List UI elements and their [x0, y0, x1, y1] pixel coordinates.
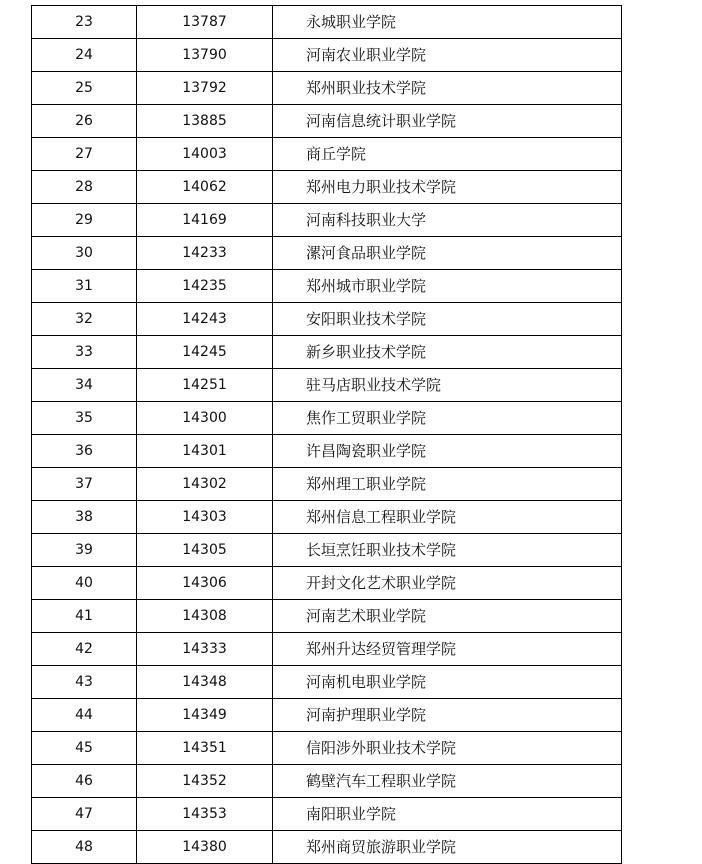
- table-row: [32, 633, 622, 666]
- row-seq-cell: 32: [32, 303, 137, 336]
- table-body: [32, 6, 622, 864]
- row-code-cell: 14351: [137, 732, 273, 765]
- row-code-cell: 14233: [137, 237, 273, 270]
- row-school-name-cell: 郑州电力职业技术学院: [273, 171, 622, 204]
- row-school-name-cell: 信阳涉外职业技术学院: [273, 732, 622, 765]
- row-school-name-cell: 郑州城市职业学院: [273, 270, 622, 303]
- table-row: [32, 171, 622, 204]
- row-school-name-cell: 南阳职业学院: [273, 798, 622, 831]
- row-code-cell: 14308: [137, 600, 273, 633]
- table-row: [32, 534, 622, 567]
- row-school-name-cell: 河南护理职业学院: [273, 699, 622, 732]
- table-row: [32, 567, 622, 600]
- row-seq-cell: 39: [32, 534, 137, 567]
- row-seq-cell: 23: [32, 6, 137, 39]
- table-row: [32, 336, 622, 369]
- row-school-name-cell: 郑州理工职业学院: [273, 468, 622, 501]
- row-code-cell: 14333: [137, 633, 273, 666]
- table-row: [32, 39, 622, 72]
- row-school-name-cell: 郑州升达经贸管理学院: [273, 633, 622, 666]
- row-code-cell: 13790: [137, 39, 273, 72]
- row-seq-cell: 38: [32, 501, 137, 534]
- table-row: [32, 699, 622, 732]
- row-seq-cell: 41: [32, 600, 137, 633]
- row-code-cell: 14302: [137, 468, 273, 501]
- row-code-cell: 13787: [137, 6, 273, 39]
- row-school-name-cell: 郑州商贸旅游职业学院: [273, 831, 622, 864]
- row-school-name-cell: 长垣烹饪职业技术学院: [273, 534, 622, 567]
- row-seq-cell: 48: [32, 831, 137, 864]
- table-row: [32, 600, 622, 633]
- row-code-cell: 14003: [137, 138, 273, 171]
- table-row: [32, 369, 622, 402]
- row-code-cell: 14349: [137, 699, 273, 732]
- row-code-cell: 14305: [137, 534, 273, 567]
- table-row: [32, 798, 622, 831]
- table-row: [32, 303, 622, 336]
- row-seq-cell: 34: [32, 369, 137, 402]
- row-school-name-cell: 永城职业学院: [273, 6, 622, 39]
- row-seq-cell: 31: [32, 270, 137, 303]
- table-row: [32, 468, 622, 501]
- row-code-cell: 13885: [137, 105, 273, 138]
- row-code-cell: 14300: [137, 402, 273, 435]
- table-row: [32, 6, 622, 39]
- school-table: [31, 5, 622, 864]
- row-seq-cell: 35: [32, 402, 137, 435]
- row-school-name-cell: 河南信息统计职业学院: [273, 105, 622, 138]
- table-row: [32, 105, 622, 138]
- row-seq-cell: 43: [32, 666, 137, 699]
- row-code-cell: 14251: [137, 369, 273, 402]
- row-school-name-cell: 鹤壁汽车工程职业学院: [273, 765, 622, 798]
- row-seq-cell: 40: [32, 567, 137, 600]
- row-code-cell: 14235: [137, 270, 273, 303]
- row-code-cell: 14303: [137, 501, 273, 534]
- table-row: [32, 666, 622, 699]
- row-school-name-cell: 漯河食品职业学院: [273, 237, 622, 270]
- table-row: [32, 435, 622, 468]
- table-row: [32, 732, 622, 765]
- row-code-cell: 14352: [137, 765, 273, 798]
- table-row: [32, 831, 622, 864]
- row-seq-cell: 26: [32, 105, 137, 138]
- table-row: [32, 270, 622, 303]
- row-seq-cell: 30: [32, 237, 137, 270]
- row-seq-cell: 27: [32, 138, 137, 171]
- table-row: [32, 204, 622, 237]
- table-row: [32, 501, 622, 534]
- row-code-cell: 14243: [137, 303, 273, 336]
- table-row: [32, 765, 622, 798]
- row-seq-cell: 46: [32, 765, 137, 798]
- row-school-name-cell: 河南艺术职业学院: [273, 600, 622, 633]
- row-code-cell: 14306: [137, 567, 273, 600]
- table-row: [32, 402, 622, 435]
- row-school-name-cell: 商丘学院: [273, 138, 622, 171]
- row-seq-cell: 25: [32, 72, 137, 105]
- row-seq-cell: 28: [32, 171, 137, 204]
- row-code-cell: 14062: [137, 171, 273, 204]
- row-school-name-cell: 河南机电职业学院: [273, 666, 622, 699]
- table-row: [32, 72, 622, 105]
- row-school-name-cell: 新乡职业技术学院: [273, 336, 622, 369]
- row-seq-cell: 44: [32, 699, 137, 732]
- row-code-cell: 14301: [137, 435, 273, 468]
- row-school-name-cell: 郑州职业技术学院: [273, 72, 622, 105]
- row-seq-cell: 45: [32, 732, 137, 765]
- row-school-name-cell: 焦作工贸职业学院: [273, 402, 622, 435]
- row-code-cell: 13792: [137, 72, 273, 105]
- table-row: [32, 138, 622, 171]
- row-school-name-cell: 许昌陶瓷职业学院: [273, 435, 622, 468]
- row-school-name-cell: 河南科技职业大学: [273, 204, 622, 237]
- row-school-name-cell: 郑州信息工程职业学院: [273, 501, 622, 534]
- row-seq-cell: 47: [32, 798, 137, 831]
- table-row: [32, 237, 622, 270]
- row-seq-cell: 37: [32, 468, 137, 501]
- row-code-cell: 14245: [137, 336, 273, 369]
- row-seq-cell: 24: [32, 39, 137, 72]
- row-seq-cell: 29: [32, 204, 137, 237]
- row-seq-cell: 42: [32, 633, 137, 666]
- row-school-name-cell: 安阳职业技术学院: [273, 303, 622, 336]
- row-school-name-cell: 河南农业职业学院: [273, 39, 622, 72]
- row-school-name-cell: 驻马店职业技术学院: [273, 369, 622, 402]
- row-school-name-cell: 开封文化艺术职业学院: [273, 567, 622, 600]
- row-seq-cell: 33: [32, 336, 137, 369]
- row-code-cell: 14169: [137, 204, 273, 237]
- school-list-table: [31, 5, 622, 864]
- row-code-cell: 14353: [137, 798, 273, 831]
- row-code-cell: 14348: [137, 666, 273, 699]
- row-seq-cell: 36: [32, 435, 137, 468]
- row-code-cell: 14380: [137, 831, 273, 864]
